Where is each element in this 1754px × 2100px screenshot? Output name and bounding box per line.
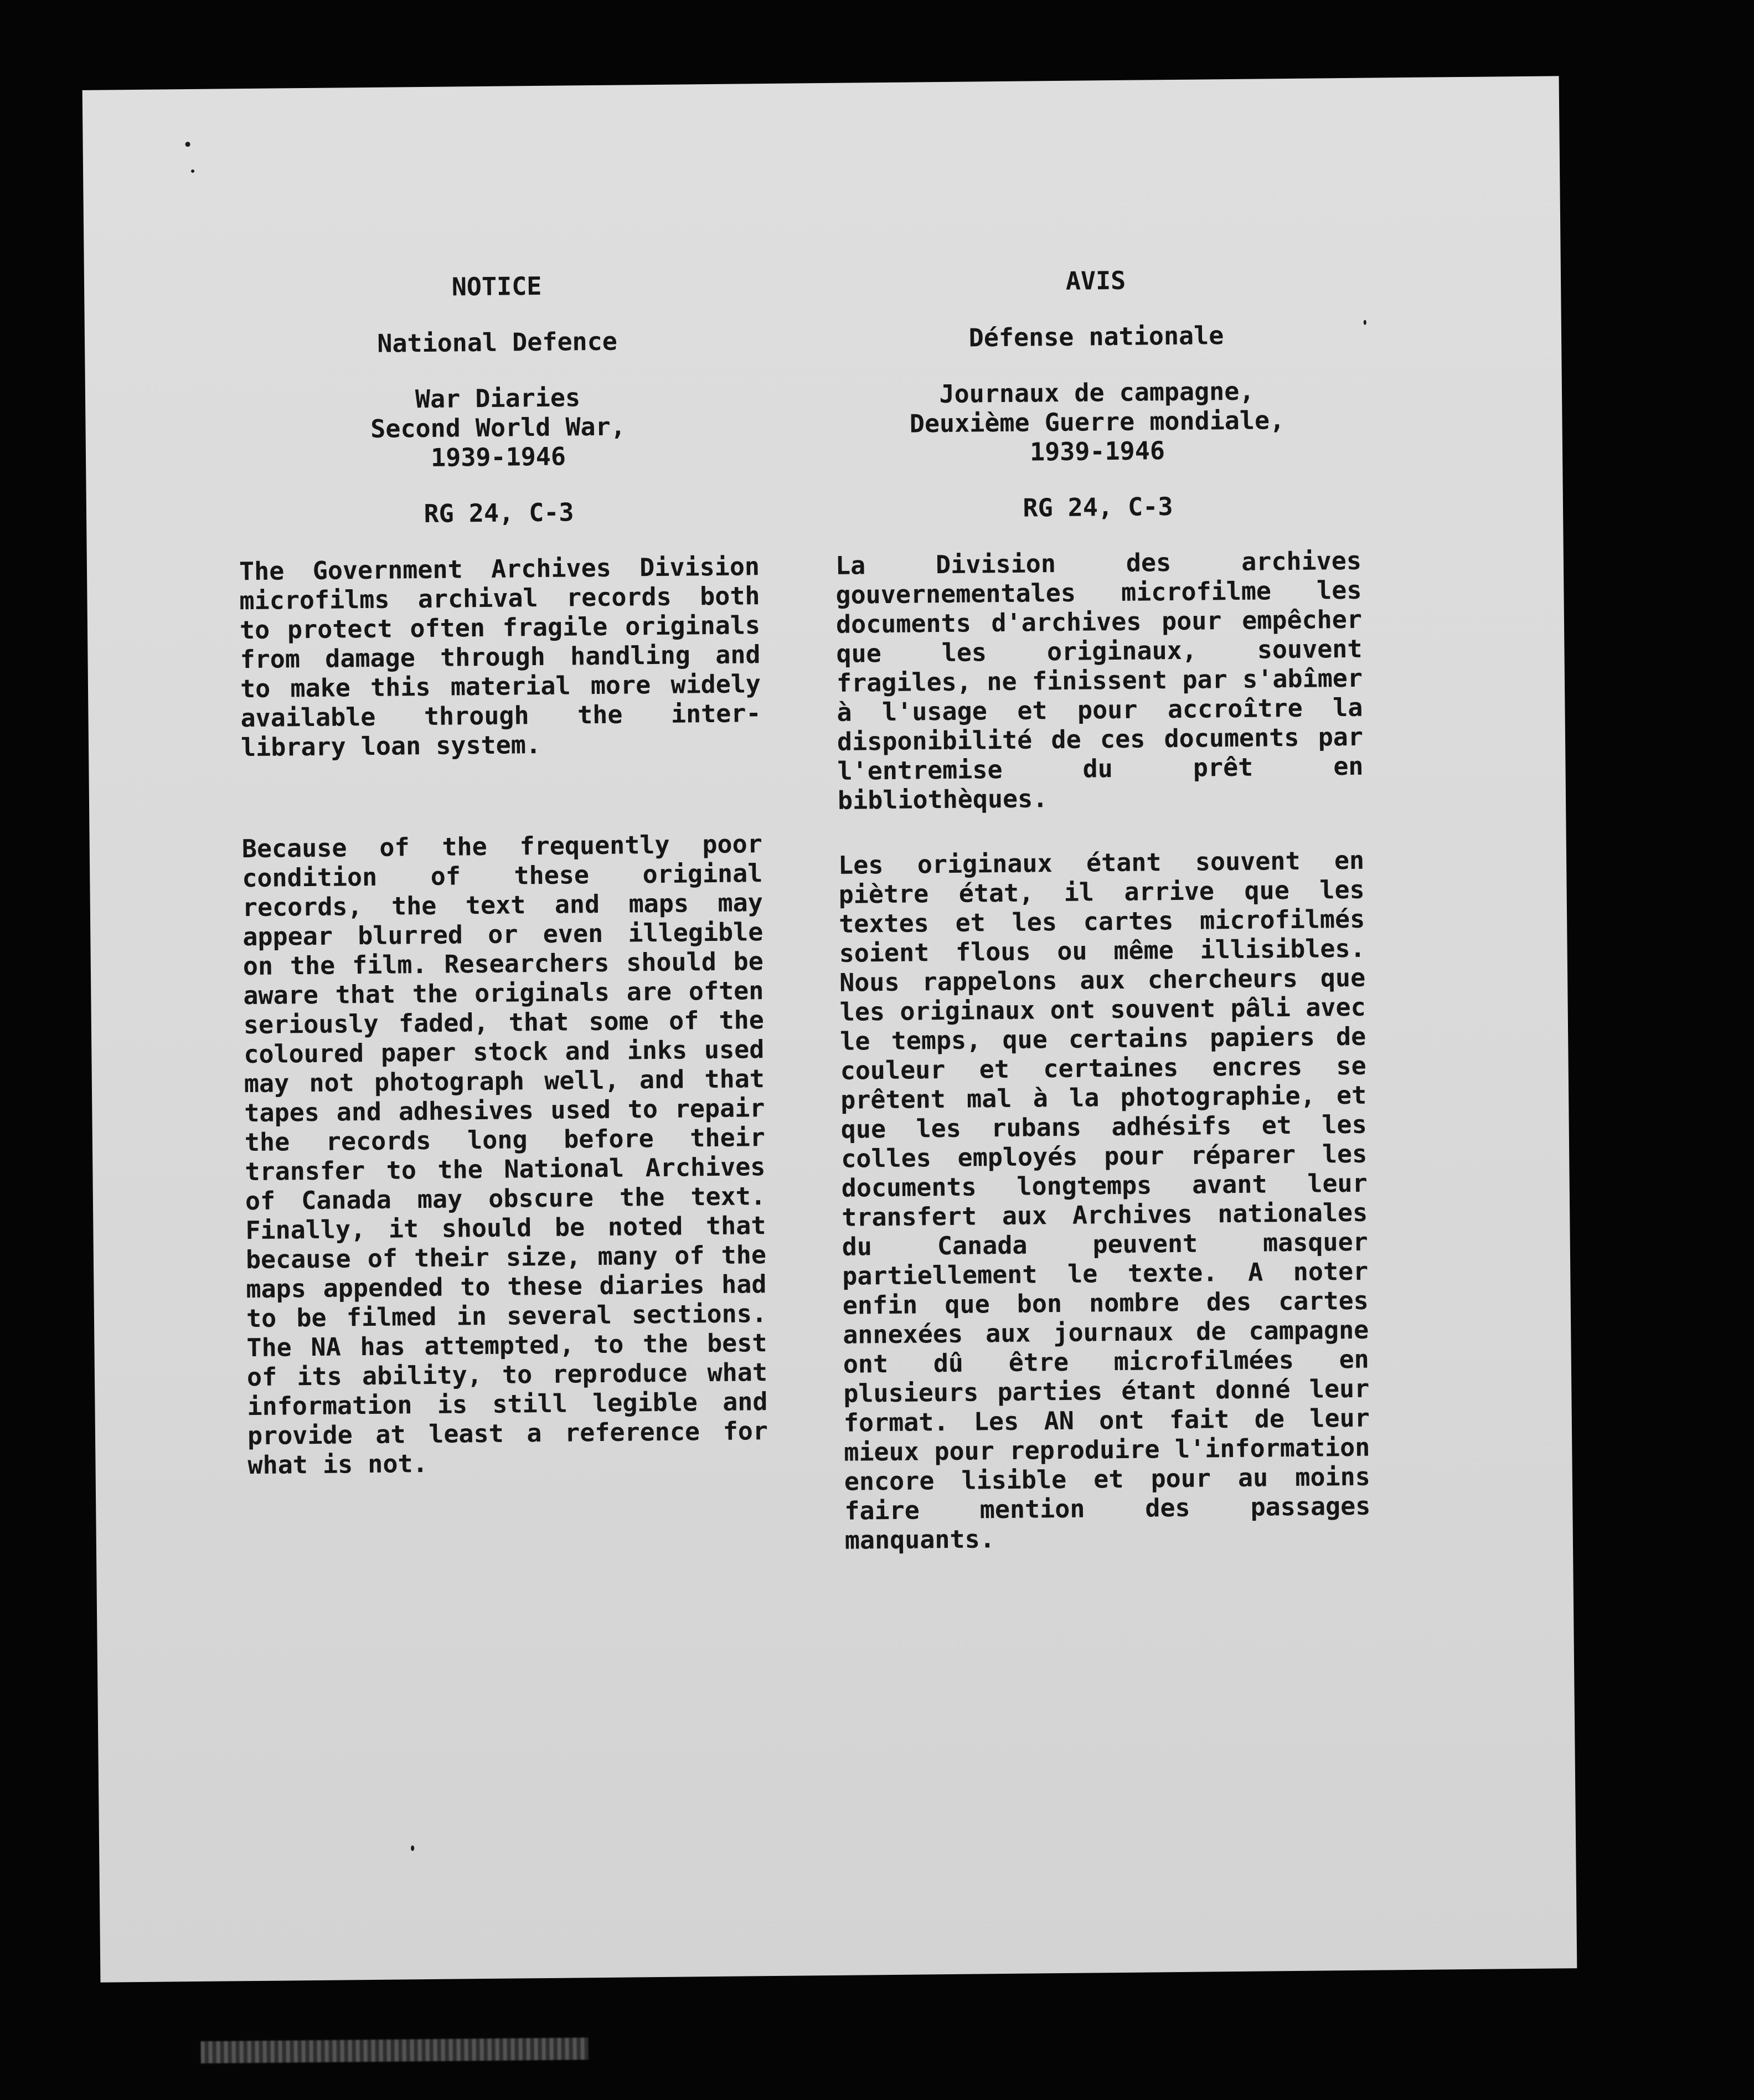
french-paragraph-1: La Division des archives gouvernementales microfilme les documents d'archives pour empêcher que les originaux, souvent fragiles, ne finissent par s'abîmer à l'usage et pour accroître la disponibilité de ces documents par l'entremise du prêt en bibliothèques. (835, 545, 1364, 815)
french-paragraph-2: Les originaux étant souvent en piètre état, il arrive que les textes et les cartes microfilmés soient flous ou même illisibles. Nous rappelons aux chercheurs que les originaux ont souvent pâli avec le temps, que certains papiers de couleur et certaines encres se prêtent mal à la photographie, et que les rubans adhésifs et les colles employés pour réparer les documents longtemps avant leur transfert aux Archives nationales du Canada peuvent masquer partiellement le texte. A noter enfin que bon nombre des cartes annexées aux journaux de campagne ont dû être microfilmées en plusieurs parties étant donné leur format. Les AN ont fait de leur mieux pour reproduire l'information encore lisible et pour au moins faire mention des passages manquants. (838, 845, 1371, 1555)
dust-speck (411, 1845, 414, 1851)
french-column (833, 264, 1371, 1555)
french-department: Défense nationale (968, 321, 1224, 353)
english-paragraph-2: Because of the frequently poor condition of these original records, the text and maps may appear blurred or even illegible on the film. Researchers should be aware that the originals are often seriously faded, that some of the coloured paper stock and inks used may not photograph well, and that tapes and adhesives used to repair the records long before their transfer to the National Archives of Canada may obscure the text. Finally, it should be noted that because of their size, many of the maps appended to these diaries had to be filmed in several sections. The NA has attempted, to the best of its ability, to reproduce what information is still legible and provide at least a reference for what is not. (241, 829, 768, 1480)
notice-page (82, 76, 1577, 1982)
english-column (236, 269, 768, 1480)
english-department: National Defence (377, 326, 618, 358)
french-title: AVIS (1065, 265, 1126, 296)
dust-speck (191, 169, 194, 173)
english-reference: RG 24, C-3 (424, 497, 574, 528)
dust-speck (1364, 320, 1366, 325)
english-title: NOTICE (451, 271, 542, 302)
french-series-title: Journaux de campagne, Deuxième Guerre mondiale, 1939-1946 (909, 376, 1285, 467)
english-series-title: War Diaries Second World War, 1939-1946 (370, 383, 626, 472)
dust-speck (185, 142, 190, 147)
french-reference: RG 24, C-3 (1023, 492, 1173, 523)
film-scratch-streak (200, 2037, 588, 2063)
english-paragraph-1: The Government Archives Division microfilms archival records both to protect often fragile originals from damage through handling and to make this material more widely available through the inter-library loan system. (239, 552, 761, 763)
